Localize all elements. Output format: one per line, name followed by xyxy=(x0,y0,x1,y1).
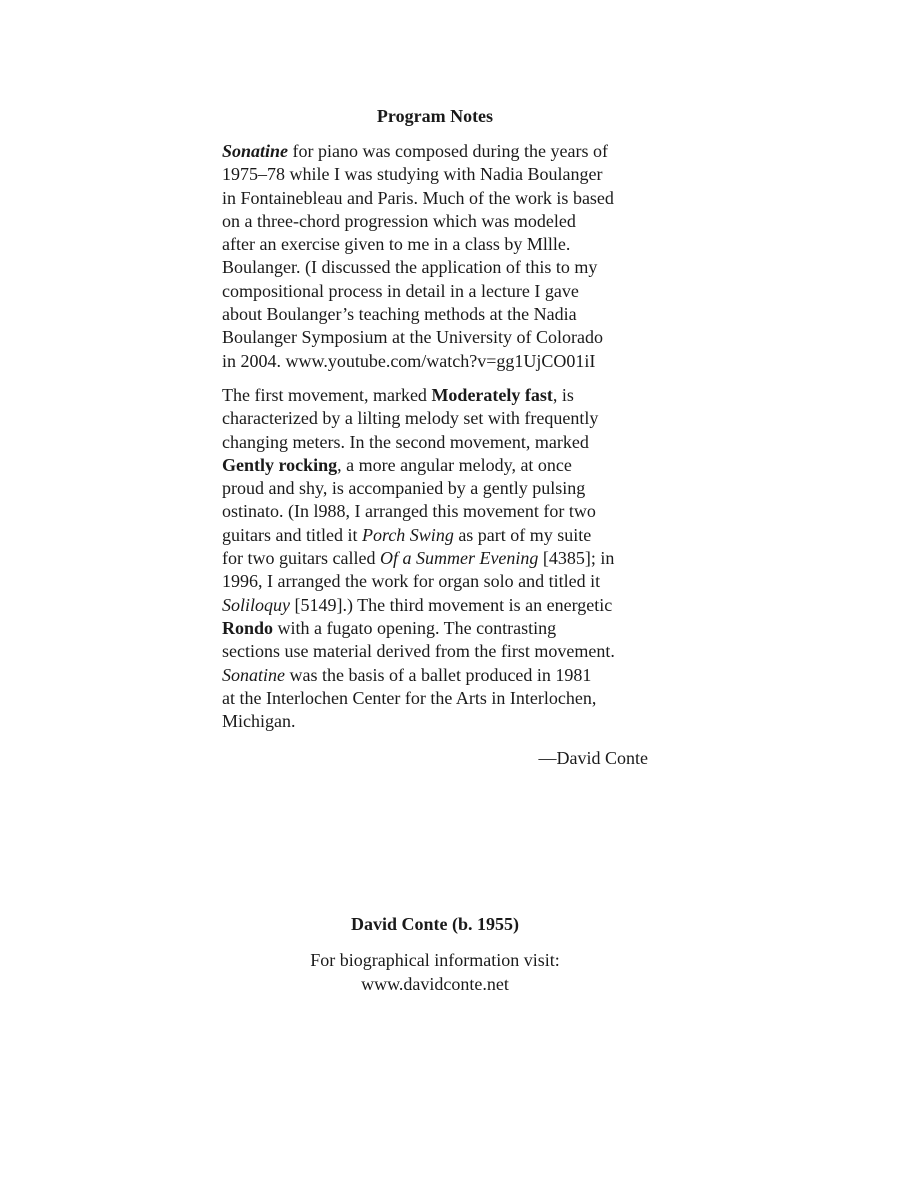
text-run: in 2004. www.youtube.com/watch?v=gg1UjCO01iI xyxy=(222,350,596,371)
text-line xyxy=(222,350,662,373)
text-run: changing meters. In the second movement, marked xyxy=(222,431,589,452)
text-run: Boulanger Symposium at the University of Colorado xyxy=(222,327,603,348)
text-run: on a three-chord progression which was modeled xyxy=(222,210,576,231)
text-run: Michigan. xyxy=(222,711,296,732)
text-line xyxy=(222,210,662,233)
emphasized-text: Sonatine xyxy=(222,141,289,161)
text-run: characterized by a lilting melody set with frequently xyxy=(222,408,599,429)
text-run: about Boulanger’s teaching methods at the Nadia xyxy=(222,304,577,325)
text-run: sections use material derived from the first movement. xyxy=(222,641,615,662)
text-run: in Fontainebleau and Paris. Much of the work is based xyxy=(222,187,614,208)
text-run: guitars and titled it xyxy=(222,524,362,545)
page-title: Program Notes xyxy=(376,106,494,126)
text-line xyxy=(222,431,662,454)
emphasized-text: Moderately fast xyxy=(431,384,553,405)
text-run: for piano was composed during the years of xyxy=(288,141,608,161)
text-run: compositional process in detail in a lecture I gave xyxy=(222,280,579,301)
text-line xyxy=(222,187,662,210)
text-run: for two guitars called xyxy=(222,548,380,569)
text-line xyxy=(222,280,662,303)
bio-info-text: For biographical information visit: xyxy=(310,950,560,970)
text-run: , is xyxy=(552,384,574,405)
text-line xyxy=(222,687,662,710)
emphasized-text: Rondo xyxy=(222,617,274,638)
text-run: proud and shy, is accompanied by a gently pulsing xyxy=(222,478,586,499)
text-run: was the basis of a ballet produced in 1981 xyxy=(285,664,592,685)
author-signature: —David Conte xyxy=(538,748,648,768)
text-run: 1975–78 while I was studying with Nadia Boulanger xyxy=(222,164,603,185)
text-run: 1996, I arranged the work for organ solo and titled it xyxy=(222,571,601,592)
text-run: [5149].) The third movement is an energetic xyxy=(290,594,613,615)
text-run: ostinato. (In l988, I arranged this movement for two xyxy=(222,501,596,522)
bio-heading: David Conte (b. 1955) xyxy=(350,914,519,934)
text-line xyxy=(222,500,662,523)
text-line xyxy=(222,594,662,617)
text-line xyxy=(222,140,662,163)
program-notes-body xyxy=(222,140,662,744)
text-line xyxy=(222,547,662,570)
text-line xyxy=(222,664,662,687)
text-run: The first movement, marked xyxy=(222,384,432,405)
emphasized-text: Gently rocking xyxy=(222,454,338,475)
text-line xyxy=(222,710,662,733)
notes-paragraph-2 xyxy=(222,384,662,733)
emphasized-text: Of a Summer Evening xyxy=(379,548,539,569)
text-run: at the Interlochen Center for the Arts in Interlochen, xyxy=(222,687,597,708)
text-run: , a more angular melody, at once xyxy=(337,454,572,475)
text-line xyxy=(222,384,662,407)
text-line xyxy=(222,454,662,477)
text-line xyxy=(222,617,662,640)
text-line xyxy=(222,256,662,279)
text-run: with a fugato opening. The contrasting xyxy=(273,617,557,638)
text-line xyxy=(222,326,662,349)
text-line xyxy=(222,570,662,593)
text-line xyxy=(222,303,662,326)
emphasized-text: Sonatine xyxy=(222,664,285,685)
text-line xyxy=(222,233,662,256)
emphasized-text: Porch Swing xyxy=(361,524,454,545)
bio-website-link: www.davidconte.net xyxy=(361,974,509,994)
emphasized-text: Soliloquy xyxy=(222,594,290,615)
text-line xyxy=(222,407,662,430)
text-line xyxy=(222,163,662,186)
text-line xyxy=(222,477,662,500)
text-run: [4385]; in xyxy=(538,548,615,569)
text-run: Boulanger. (I discussed the application of this to my xyxy=(222,257,598,278)
text-run: after an exercise given to me in a class by Mllle. xyxy=(222,234,571,255)
notes-paragraph-1 xyxy=(222,140,662,373)
text-line xyxy=(222,640,662,663)
text-line xyxy=(222,524,662,547)
text-run: as part of my suite xyxy=(453,524,592,545)
